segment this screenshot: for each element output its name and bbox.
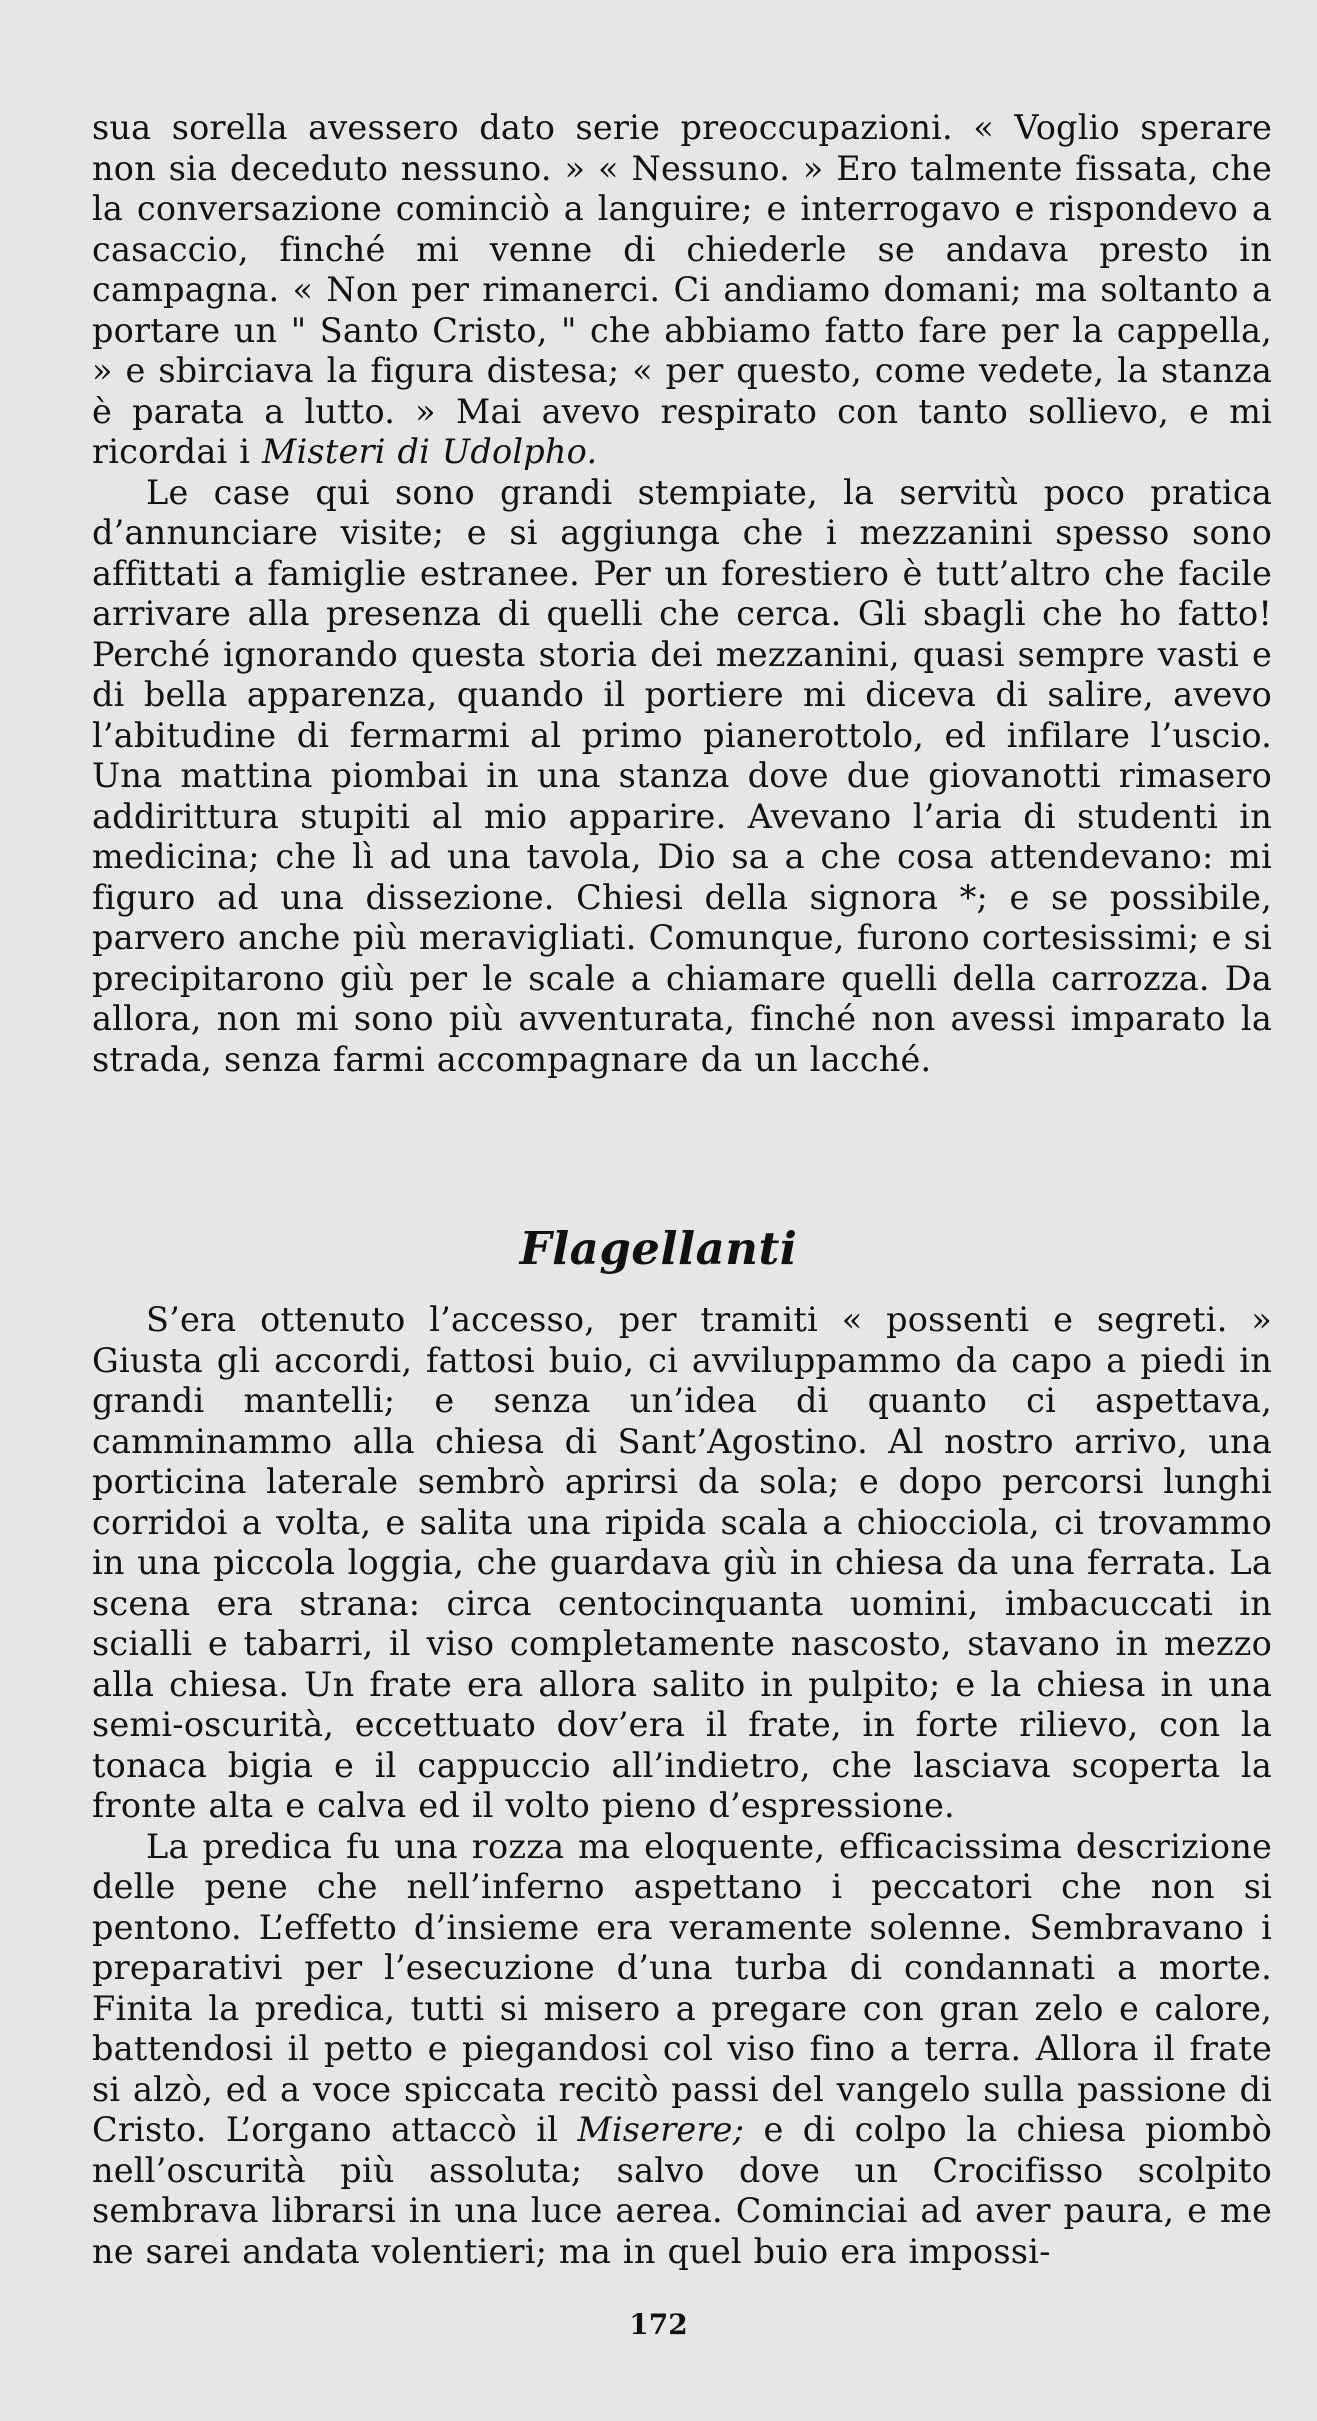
text-run: Le case qui sono grandi stempiate, la servitù poco pratica d’annunciare visite; e si aggiunga che i mezzanini spesso sono affittati a famiglie estranee. Per un forestiero è tutt’altro che facile arrivare alla presenza di quelli che cerca. Gli sbagli che ho fatto! Perché ignorando questa storia dei mezzanini, quasi sempre vasti e di bella apparenza, quando il portiere mi diceva di salire, avevo l’abitudine di fermarmi al primo pianerottolo, ed infilare l’uscio. Una mattina piombai in una stanza dove due giovanotti rimasero addirittura stupiti al mio apparire. Avevano l’aria di studenti in medicina; che lì ad una tavola, Dio sa a che cosa attendevano: mi figuro ad una dissezione. Chiesi della signora *; e se possibile, parvero anche più meravigliati. Comunque, furono cortesissimi; e si precipitarono giù per le scale a chiamare quelli della carrozza. Da allora, non mi sono più avventurata, finché non avessi imparato la strada, senza farmi accompagnare da un lacché. <box>92 472 1272 1079</box>
paragraph <box>92 108 1272 473</box>
section-one-body <box>92 108 1272 1080</box>
text-run: e di colpo la chiesa piombò nell’oscurità più assoluta; salvo dove un Crocifisso scolpito sembrava librarsi in una luce aerea. Cominciai ad aver paura, e me ne sarei andata volentieri; ma in quel buio era impossi- <box>92 2110 1272 2271</box>
paragraph <box>92 473 1272 1081</box>
italic-text: Miserere; <box>577 2110 745 2149</box>
section-title: Flagellanti <box>519 1222 798 1276</box>
page-number: 172 <box>629 2308 688 2341</box>
paragraph <box>92 1827 1272 2273</box>
paragraph <box>92 1300 1272 1827</box>
text-run: La predica fu una rozza ma eloquente, efficacissima descrizione delle pene che nell’inferno aspettano i peccatori che non si pentono. L’effetto d’insieme era veramente solenne. Sembravano i preparativi per l’esecuzione d’una turba di condannati a morte. Finita la predica, tutti si misero a pregare con gran zelo e calore, battendosi il petto e piegandosi col viso fino a terra. Allora il frate si alzò, ed a voce spiccata recitò passi del vangelo sulla passione di Cristo. L’organo attaccò il <box>92 1826 1272 2149</box>
text-run: S’era ottenuto l’accesso, per tramiti « possenti e segreti. » Giusta gli accordi, fattosi buio, ci avviluppammo da capo a piedi in grandi mantelli; e senza un’idea di quanto ci aspettava, camminammo alla chiesa di Sant’Agostino. Al nostro arrivo, una porticina laterale sembrò aprirsi da sola; e dopo percorsi lunghi corridoi a volta, e salita una ripida scala a chiocciola, ci trovammo in una piccola loggia, che guardava giù in chiesa da una ferrata. La scena era strana: circa centocinquanta uomini, imbacuccati in scialli e tabarri, il viso completamente nascosto, stavano in mezzo alla chiesa. Un frate era allora salito in pulpito; e la chiesa in una semi-oscurità, eccettuato dov’era il frate, in forte rilievo, con la tonaca bigia e il cappuccio all’indietro, che lasciava scoperta la fronte alta e calva ed il volto pieno d’espressione. <box>92 1300 1272 1825</box>
section-two-body <box>92 1300 1272 2272</box>
text-run: sua sorella avessero dato serie preoccupazioni. « Voglio sperare non sia deceduto nessuno. » « Nessuno. » Ero talmente fissata, che la conversazione cominciò a languire; e interrogavo e rispondevo a casaccio, finché mi venne di chiederle se andava presto in campagna. « Non per rimanerci. Ci andiamo domani; ma soltanto a portare un " Santo Cristo, " che abbiamo fatto fare per la cappella, » e sbirciava la figura distesa; « per questo, come vedete, la stanza è parata a lutto. » Mai avevo respirato con tanto sollievo, e mi ricordai i <box>92 108 1272 471</box>
italic-text: Misteri di Udolpho. <box>262 432 598 471</box>
